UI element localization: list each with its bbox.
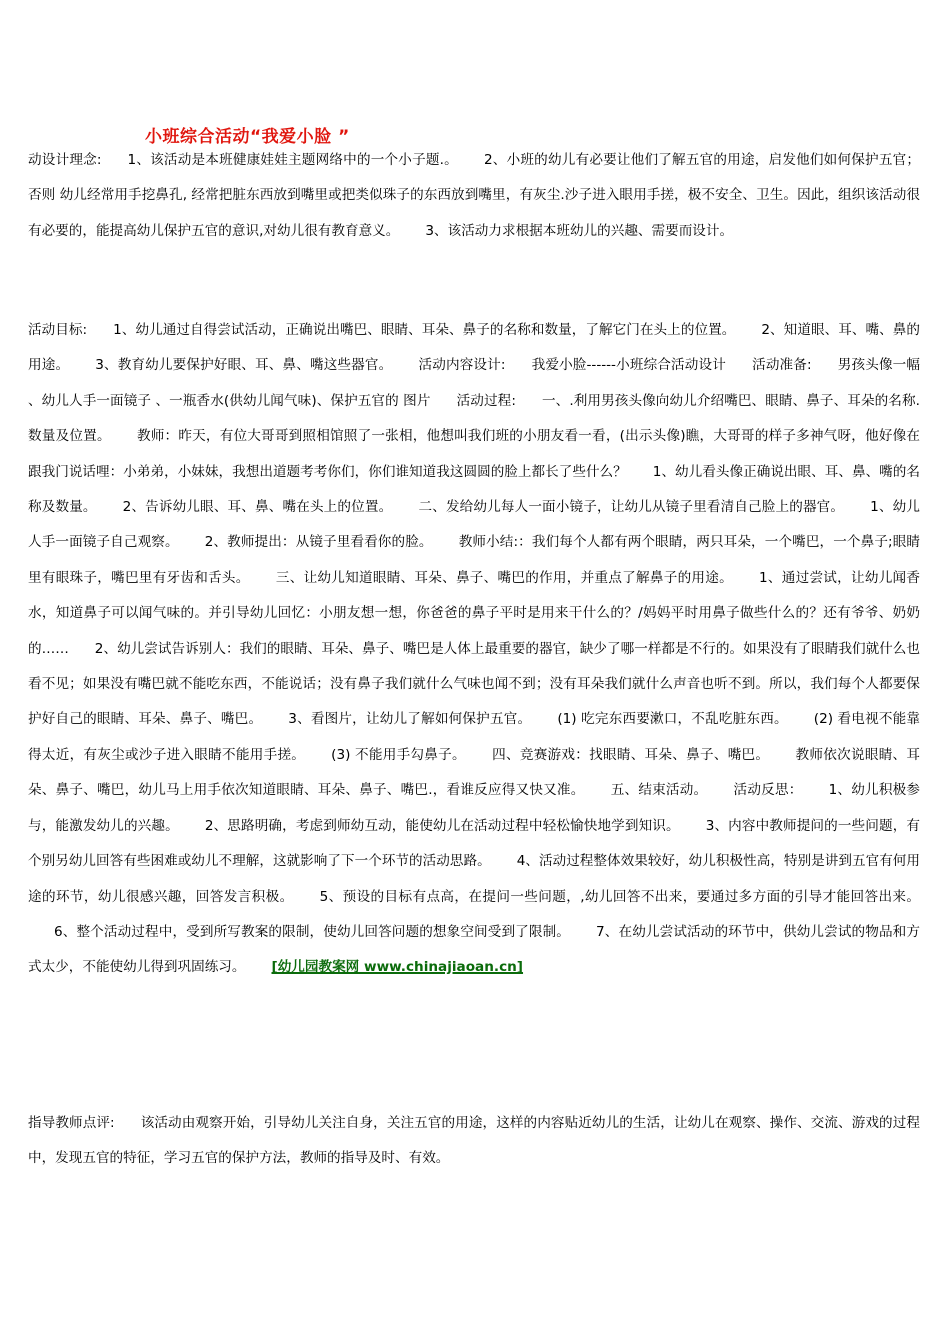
main-text-segment: 3、教育幼儿要保护好眼、耳、鼻、嘴这些器官。 bbox=[95, 357, 393, 374]
main-text-segment: 四、竞赛游戏：找眼睛、耳朵、鼻子、嘴巴。 bbox=[491, 746, 770, 763]
main-paragraph bbox=[28, 313, 920, 986]
main-text-segment: 5、预设的目标有点高，在提问一些问题，,幼儿回答不出来，要通过多方面的引导才能回答出来。 bbox=[319, 888, 920, 905]
main-text-segment: 二、发给幼儿每人一面小镜子，让幼儿从镜子里看清自己脸上的器官。 bbox=[418, 499, 845, 516]
design-concept-item: 2、小班的幼儿有必要让他们了解五官的用途，启发他们如何保护五官；否则 幼儿经常用手挖鼻孔, 经常把脏东西放到嘴里或把类似珠子的东西放到嘴里，有灰尘.沙子进入眼用手搓，极不安全、卫生。因此，组织该活动很有必要的，能提高幼儿保护五官的意识,对幼儿很有教育意义。 bbox=[28, 152, 920, 239]
main-text-segment: 活动内容设计: bbox=[418, 357, 506, 374]
main-text-segment: 2、教师提出：从镜子里看看你的脸。 bbox=[204, 534, 433, 551]
main-text-segment: 男孩头像一幅 、幼儿人手一面镜子 、一瓶香水(供幼儿闻气味)、保护五官的 图片 bbox=[28, 357, 920, 409]
review-label: 指导教师点评: bbox=[28, 1115, 115, 1131]
review-paragraph bbox=[28, 1106, 920, 1177]
main-text-segment: 4、活动过程整体效果较好，幼儿积极性高，特别是讲到五官有何用途的环节，幼儿很感兴趣，回答发言积极。 bbox=[28, 853, 921, 905]
main-text-segment: 7、在幼儿尝试活动的环节中，供幼儿尝试的物品和方式太少，不能使幼儿得到巩固练习。 bbox=[28, 923, 920, 976]
design-concept-label: 动设计理念: bbox=[28, 152, 102, 168]
source-website-link[interactable]: [幼儿园教案网 www.chinajiaoan.cn] bbox=[271, 959, 524, 976]
main-text-segment: 3、内容中教师提问的一些问题，有个别另幼儿回答有些困难或幼儿不理解，这就影响了下一个环节的活动思路。 bbox=[28, 817, 920, 870]
main-text-segment: 一、.利用男孩头像向幼儿介绍嘴巴、眼睛、鼻子、耳朵的名称.数量及位置。 bbox=[28, 392, 920, 445]
main-text-segment: 2、知道眼、耳、嘴、鼻的用途。 bbox=[28, 322, 920, 374]
main-text-segment: 1、幼儿看头像正确说出眼、耳、鼻、嘴的名称及数量。 bbox=[28, 463, 920, 516]
main-text-segment: 活动目标: bbox=[28, 322, 88, 338]
main-text-segment: 教师小结:：我们每个人都有两个眼睛，两只耳朵，一个嘴巴，一个鼻子;眼睛里有眼珠子，嘴巴里有牙齿和舌头。 bbox=[28, 534, 920, 586]
design-concept-item: 3、该活动力求根据本班幼儿的兴趣、需要而设计。 bbox=[425, 222, 734, 239]
main-text-segment: 1、通过尝试，让幼儿闻香水，知道鼻子可以闻气味的。并引导幼儿回忆：小朋友想一想，你爸爸的鼻子平时是用来干什么的？/妈妈平时用鼻子做些什么的？还有爷爷、奶奶的…… bbox=[28, 569, 920, 657]
review-text: 该活动由观察开始，引导幼儿关注自身，关注五官的用途，这样的内容贴近幼儿的生活，让幼儿在观察、操作、交流、游戏的过程中，发现五官的特征，学习五官的保护方法，教师的指导及时、有效。 bbox=[28, 1115, 920, 1167]
main-text-segment: 我爱小脸------小班综合活动设计 bbox=[531, 357, 726, 374]
main-text-segment: 2、幼儿尝试告诉别人：我们的眼睛、耳朵、鼻子、嘴巴是人体上最重要的器官，缺少了哪一样都是不行的。如果没有了眼睛我们就什么也看不见；如果没有嘴巴就不能吃东西，不能说话；没有鼻子我们就什么气味也闻不到；没有耳朵我们就什么声音也听不到。所以，我们每个人都要保护好自己的眼睛、耳朵、鼻子、嘴巴。 bbox=[28, 640, 920, 728]
main-text-segment: 6、整个活动过程中，受到所写教案的限制，使幼儿回答问题的想象空间受到了限制。 bbox=[54, 923, 571, 940]
main-text-segment: 教师依次说眼睛、耳朵、鼻子、嘴巴，幼儿马上用手依次知道眼睛、耳朵、鼻子、嘴巴.，看谁反应得又快又准。 bbox=[28, 746, 921, 799]
main-text-segment: 3、看图片，让幼儿了解如何保护五官。 bbox=[288, 711, 532, 728]
main-text-segment: 三、让幼儿知道眼睛、耳朵、鼻子、嘴巴的作用，并重点了解鼻子的用途。 bbox=[275, 569, 733, 586]
main-text-segment: (3) 不能用手勾鼻子。 bbox=[331, 746, 466, 763]
main-text-segment: 活动反思： bbox=[733, 782, 803, 799]
main-text-segment: 活动准备: bbox=[751, 357, 812, 374]
main-text-segment: 教师：昨天，有位大哥哥到照相馆照了一张相，他想叫我们班的小朋友看一看，(出示头像)瞧，大哥哥的样子多神气呀，他好像在跟我门说话哩：小弟弟，小妹妹，我想出道题考考你们，你们谁知道我这圆圆的脸上都长了些什么？ bbox=[28, 428, 921, 480]
design-concept-paragraph bbox=[28, 143, 920, 249]
main-text-segment: (1) 吃完东西要漱口，不乱吃脏东西。 bbox=[557, 711, 788, 728]
main-text-segment: 2、告诉幼儿眼、耳、鼻、嘴在头上的位置。 bbox=[122, 499, 393, 516]
main-text-segment: 1、幼儿人手一面镜子自己观察。 bbox=[28, 499, 920, 551]
main-text-segment: 1、幼儿积极参与，能激发幼儿的兴趣。 bbox=[28, 782, 921, 834]
main-text-segment: 活动过程: bbox=[456, 392, 516, 409]
design-concept-item: 1、该活动是本班健康娃娃主题网络中的一个小子题.。 bbox=[127, 152, 458, 168]
main-text-segment: 1、幼儿通过自得尝试活动，正确说出嘴巴、眼睛、耳朵、鼻子的名称和数量，了解它门在头上的位置。 bbox=[113, 322, 736, 338]
main-text-segment: 五、结束活动。 bbox=[610, 782, 708, 799]
main-text-segment: 2、思路明确，考虑到师幼互动，能使幼儿在活动过程中轻松愉快地学到知识。 bbox=[204, 817, 680, 834]
main-text-segment: (2) 看电视不能靠得太近，有灰尘或沙子进入眼睛不能用手搓。 bbox=[28, 711, 921, 763]
document-title: 小班综合活动“我爱小脸 ” bbox=[145, 127, 350, 147]
